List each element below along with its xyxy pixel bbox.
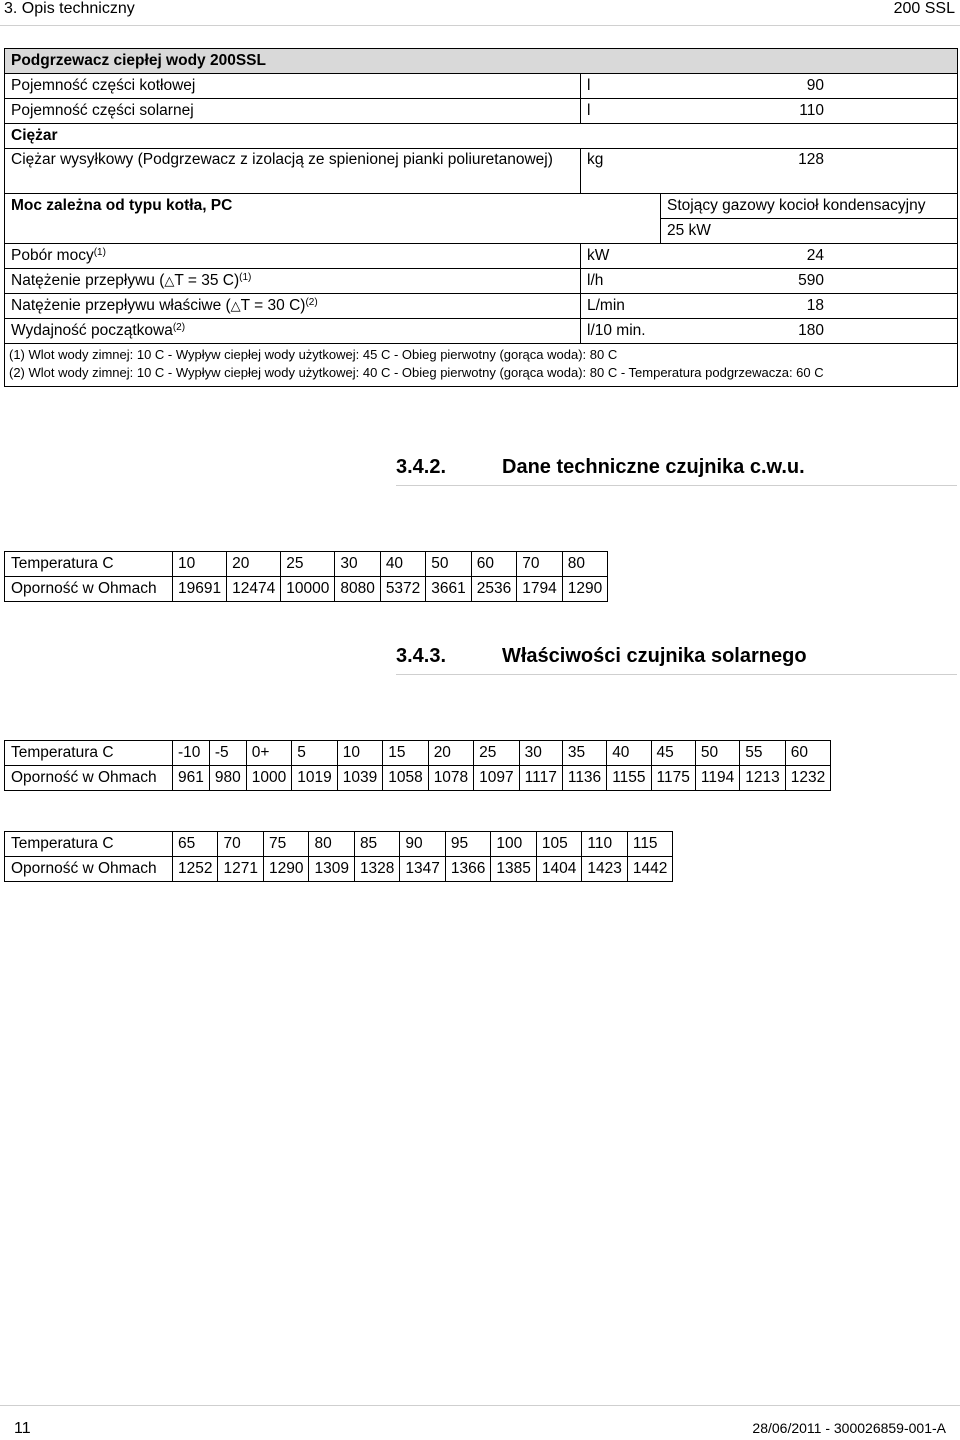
- spec-title: Podgrzewacz ciepłej wody 200SSL: [5, 49, 958, 74]
- temperature-cell: 10: [337, 741, 382, 766]
- resistance-cell: 1252: [173, 857, 218, 882]
- resistance-cell: 1175: [651, 766, 695, 791]
- resistance-cell: 1423: [582, 857, 627, 882]
- resistance-cell: 1328: [354, 857, 399, 882]
- temperature-row: [5, 741, 831, 766]
- weight-value: 128: [661, 149, 958, 194]
- header-section: 3. Opis techniczny: [4, 0, 135, 17]
- perf-label: Wydajność początkowa: [11, 322, 173, 339]
- perf-value: 180: [661, 319, 958, 344]
- resistance-cell: 3661: [426, 577, 471, 602]
- footnote-ref: (2): [305, 297, 318, 308]
- temperature-cell: 115: [627, 832, 672, 857]
- spec-unit: l: [581, 74, 661, 99]
- resistance-cell: 1213: [740, 766, 785, 791]
- resistance-cell: 1347: [400, 857, 445, 882]
- resistance-cell: 19691: [173, 577, 227, 602]
- resistance-cell: 1039: [337, 766, 382, 791]
- footnote-1: (1) Wlot wody zimnej: 10 C - Wypływ ciepłej wody użytkowej: 45 C - Obieg pierwotny (gorąca woda): 80 C: [9, 347, 618, 362]
- power-section: Moc zależna od typu kotła, PC: [5, 194, 661, 244]
- resistance-row: [5, 766, 831, 791]
- footer-divider: [0, 1405, 960, 1406]
- perf-unit: l/h: [581, 269, 661, 294]
- spec-unit: l: [581, 99, 661, 124]
- perf-unit: L/min: [581, 294, 661, 319]
- spec-row: [5, 99, 958, 124]
- resistance-cell: 1155: [607, 766, 651, 791]
- resistance-cell: 1232: [785, 766, 830, 791]
- perf-label: T = 30 C): [240, 297, 306, 314]
- section-title: Dane techniczne czujnika c.w.u.: [502, 456, 805, 478]
- footnote-2: (2) Wlot wody zimnej: 10 C - Wypływ ciepłej wody użytkowej: 40 C - Obieg pierwotny (gorąca woda): 80 C - Temperatura podgrzewacza: 60 C: [9, 365, 824, 380]
- temperature-label: Temperatura C: [5, 832, 173, 857]
- resistance-cell: 1271: [218, 857, 263, 882]
- spec-row: [5, 294, 958, 319]
- spec-label: Pojemność części solarnej: [5, 99, 581, 124]
- temperature-cell: 110: [582, 832, 627, 857]
- temperature-cell: 60: [471, 552, 516, 577]
- spec-row: [5, 269, 958, 294]
- perf-value: 18: [661, 294, 958, 319]
- section-number: 3.4.2.: [396, 456, 447, 478]
- temperature-row: [5, 552, 608, 577]
- resistance-cell: 1058: [383, 766, 428, 791]
- resistance-cell: 1194: [695, 766, 739, 791]
- spec-label: Pojemność części kotłowej: [5, 74, 581, 99]
- temperature-cell: 80: [309, 832, 354, 857]
- resistance-row: [5, 577, 608, 602]
- header-model: 200 SSL: [893, 0, 955, 17]
- temperature-cell: 70: [218, 832, 263, 857]
- delta-icon: △: [164, 273, 175, 288]
- temperature-cell: 30: [519, 741, 562, 766]
- resistance-cell: 1117: [519, 766, 562, 791]
- perf-unit: kW: [581, 244, 661, 269]
- section-heading-342: [396, 456, 957, 486]
- footnote-ref: (2): [172, 322, 186, 333]
- temperature-cell: 80: [562, 552, 607, 577]
- temperature-cell: 15: [383, 741, 428, 766]
- temperature-cell: 50: [426, 552, 471, 577]
- boiler-power: 25 kW: [661, 219, 958, 244]
- perf-label: Natężenie przepływu (: [11, 272, 165, 289]
- temperature-cell: 25: [474, 741, 519, 766]
- temperature-cell: 95: [445, 832, 490, 857]
- spec-row: [5, 74, 958, 99]
- footnotes: [5, 344, 958, 387]
- temperature-cell: 105: [536, 832, 581, 857]
- resistance-cell: 2536: [471, 577, 516, 602]
- resistance-cell: 1000: [246, 766, 291, 791]
- resistance-label: Oporność w Ohmach: [5, 766, 173, 791]
- solar-sensor-table-2: [4, 831, 673, 882]
- page-number: 11: [14, 1420, 31, 1437]
- temperature-cell: 55: [740, 741, 785, 766]
- cwu-sensor-table: [4, 551, 608, 602]
- footnote-ref: (1): [93, 247, 106, 258]
- perf-label: T = 35 C): [174, 272, 240, 289]
- perf-label: Natężenie przepływu właściwe (: [11, 297, 231, 314]
- resistance-cell: 1290: [263, 857, 308, 882]
- spec-table: [4, 48, 958, 387]
- temperature-cell: 40: [607, 741, 651, 766]
- resistance-row: [5, 857, 673, 882]
- temperature-cell: -10: [173, 741, 210, 766]
- resistance-label: Oporność w Ohmach: [5, 577, 173, 602]
- resistance-cell: 12474: [227, 577, 281, 602]
- weight-label: Ciężar wysyłkowy (Podgrzewacz z izolacją ze spienionej pianki poliuretanowej): [5, 149, 581, 194]
- solar-sensor-table-1: [4, 740, 831, 791]
- temperature-cell: 50: [695, 741, 739, 766]
- resistance-cell: 5372: [380, 577, 425, 602]
- temperature-label: Temperatura C: [5, 552, 173, 577]
- footnote-ref: (1): [239, 272, 252, 283]
- temperature-cell: 70: [517, 552, 562, 577]
- resistance-cell: 1404: [536, 857, 581, 882]
- resistance-cell: 8080: [335, 577, 380, 602]
- temperature-cell: 0+: [246, 741, 291, 766]
- temperature-cell: 100: [491, 832, 536, 857]
- temperature-cell: 60: [785, 741, 830, 766]
- temperature-cell: 35: [562, 741, 606, 766]
- temperature-label: Temperatura C: [5, 741, 173, 766]
- spec-row: [5, 149, 958, 194]
- resistance-cell: 1309: [309, 857, 354, 882]
- temperature-row: [5, 832, 673, 857]
- section-title: Właściwości czujnika solarnego: [502, 645, 807, 667]
- weight-section: Ciężar: [5, 124, 581, 149]
- section-number: 3.4.3.: [396, 645, 447, 667]
- resistance-cell: 1794: [517, 577, 562, 602]
- temperature-cell: 20: [428, 741, 473, 766]
- resistance-cell: 10000: [281, 577, 335, 602]
- temperature-cell: 65: [173, 832, 218, 857]
- spec-value: 110: [661, 99, 958, 124]
- weight-unit: kg: [581, 149, 661, 194]
- resistance-cell: 961: [173, 766, 210, 791]
- resistance-cell: 1366: [445, 857, 490, 882]
- temperature-cell: -5: [209, 741, 246, 766]
- resistance-cell: 1385: [491, 857, 536, 882]
- resistance-label: Oporność w Ohmach: [5, 857, 173, 882]
- perf-label: Pobór mocy: [11, 247, 94, 264]
- perf-value: 24: [661, 244, 958, 269]
- temperature-cell: 20: [227, 552, 281, 577]
- resistance-cell: 1019: [292, 766, 337, 791]
- resistance-cell: 980: [209, 766, 246, 791]
- perf-value: 590: [661, 269, 958, 294]
- temperature-cell: 25: [281, 552, 335, 577]
- temperature-cell: 75: [263, 832, 308, 857]
- temperature-cell: 85: [354, 832, 399, 857]
- perf-unit: l/10 min.: [581, 319, 661, 344]
- temperature-cell: 5: [292, 741, 337, 766]
- spec-row: [5, 244, 958, 269]
- resistance-cell: 1442: [627, 857, 672, 882]
- resistance-cell: 1078: [428, 766, 473, 791]
- resistance-cell: 1097: [474, 766, 519, 791]
- header-divider: [0, 25, 960, 26]
- spec-value: 90: [661, 74, 958, 99]
- section-heading-343: [396, 645, 957, 675]
- delta-icon: △: [230, 298, 241, 313]
- temperature-cell: 90: [400, 832, 445, 857]
- temperature-cell: 10: [173, 552, 227, 577]
- temperature-cell: 30: [335, 552, 380, 577]
- resistance-cell: 1136: [562, 766, 606, 791]
- boiler-type: Stojący gazowy kocioł kondensacyjny: [661, 194, 958, 219]
- spec-row: [5, 319, 958, 344]
- document-reference: 28/06/2011 - 300026859-001-A: [752, 1420, 946, 1436]
- temperature-cell: 45: [651, 741, 695, 766]
- temperature-cell: 40: [380, 552, 425, 577]
- resistance-cell: 1290: [562, 577, 607, 602]
